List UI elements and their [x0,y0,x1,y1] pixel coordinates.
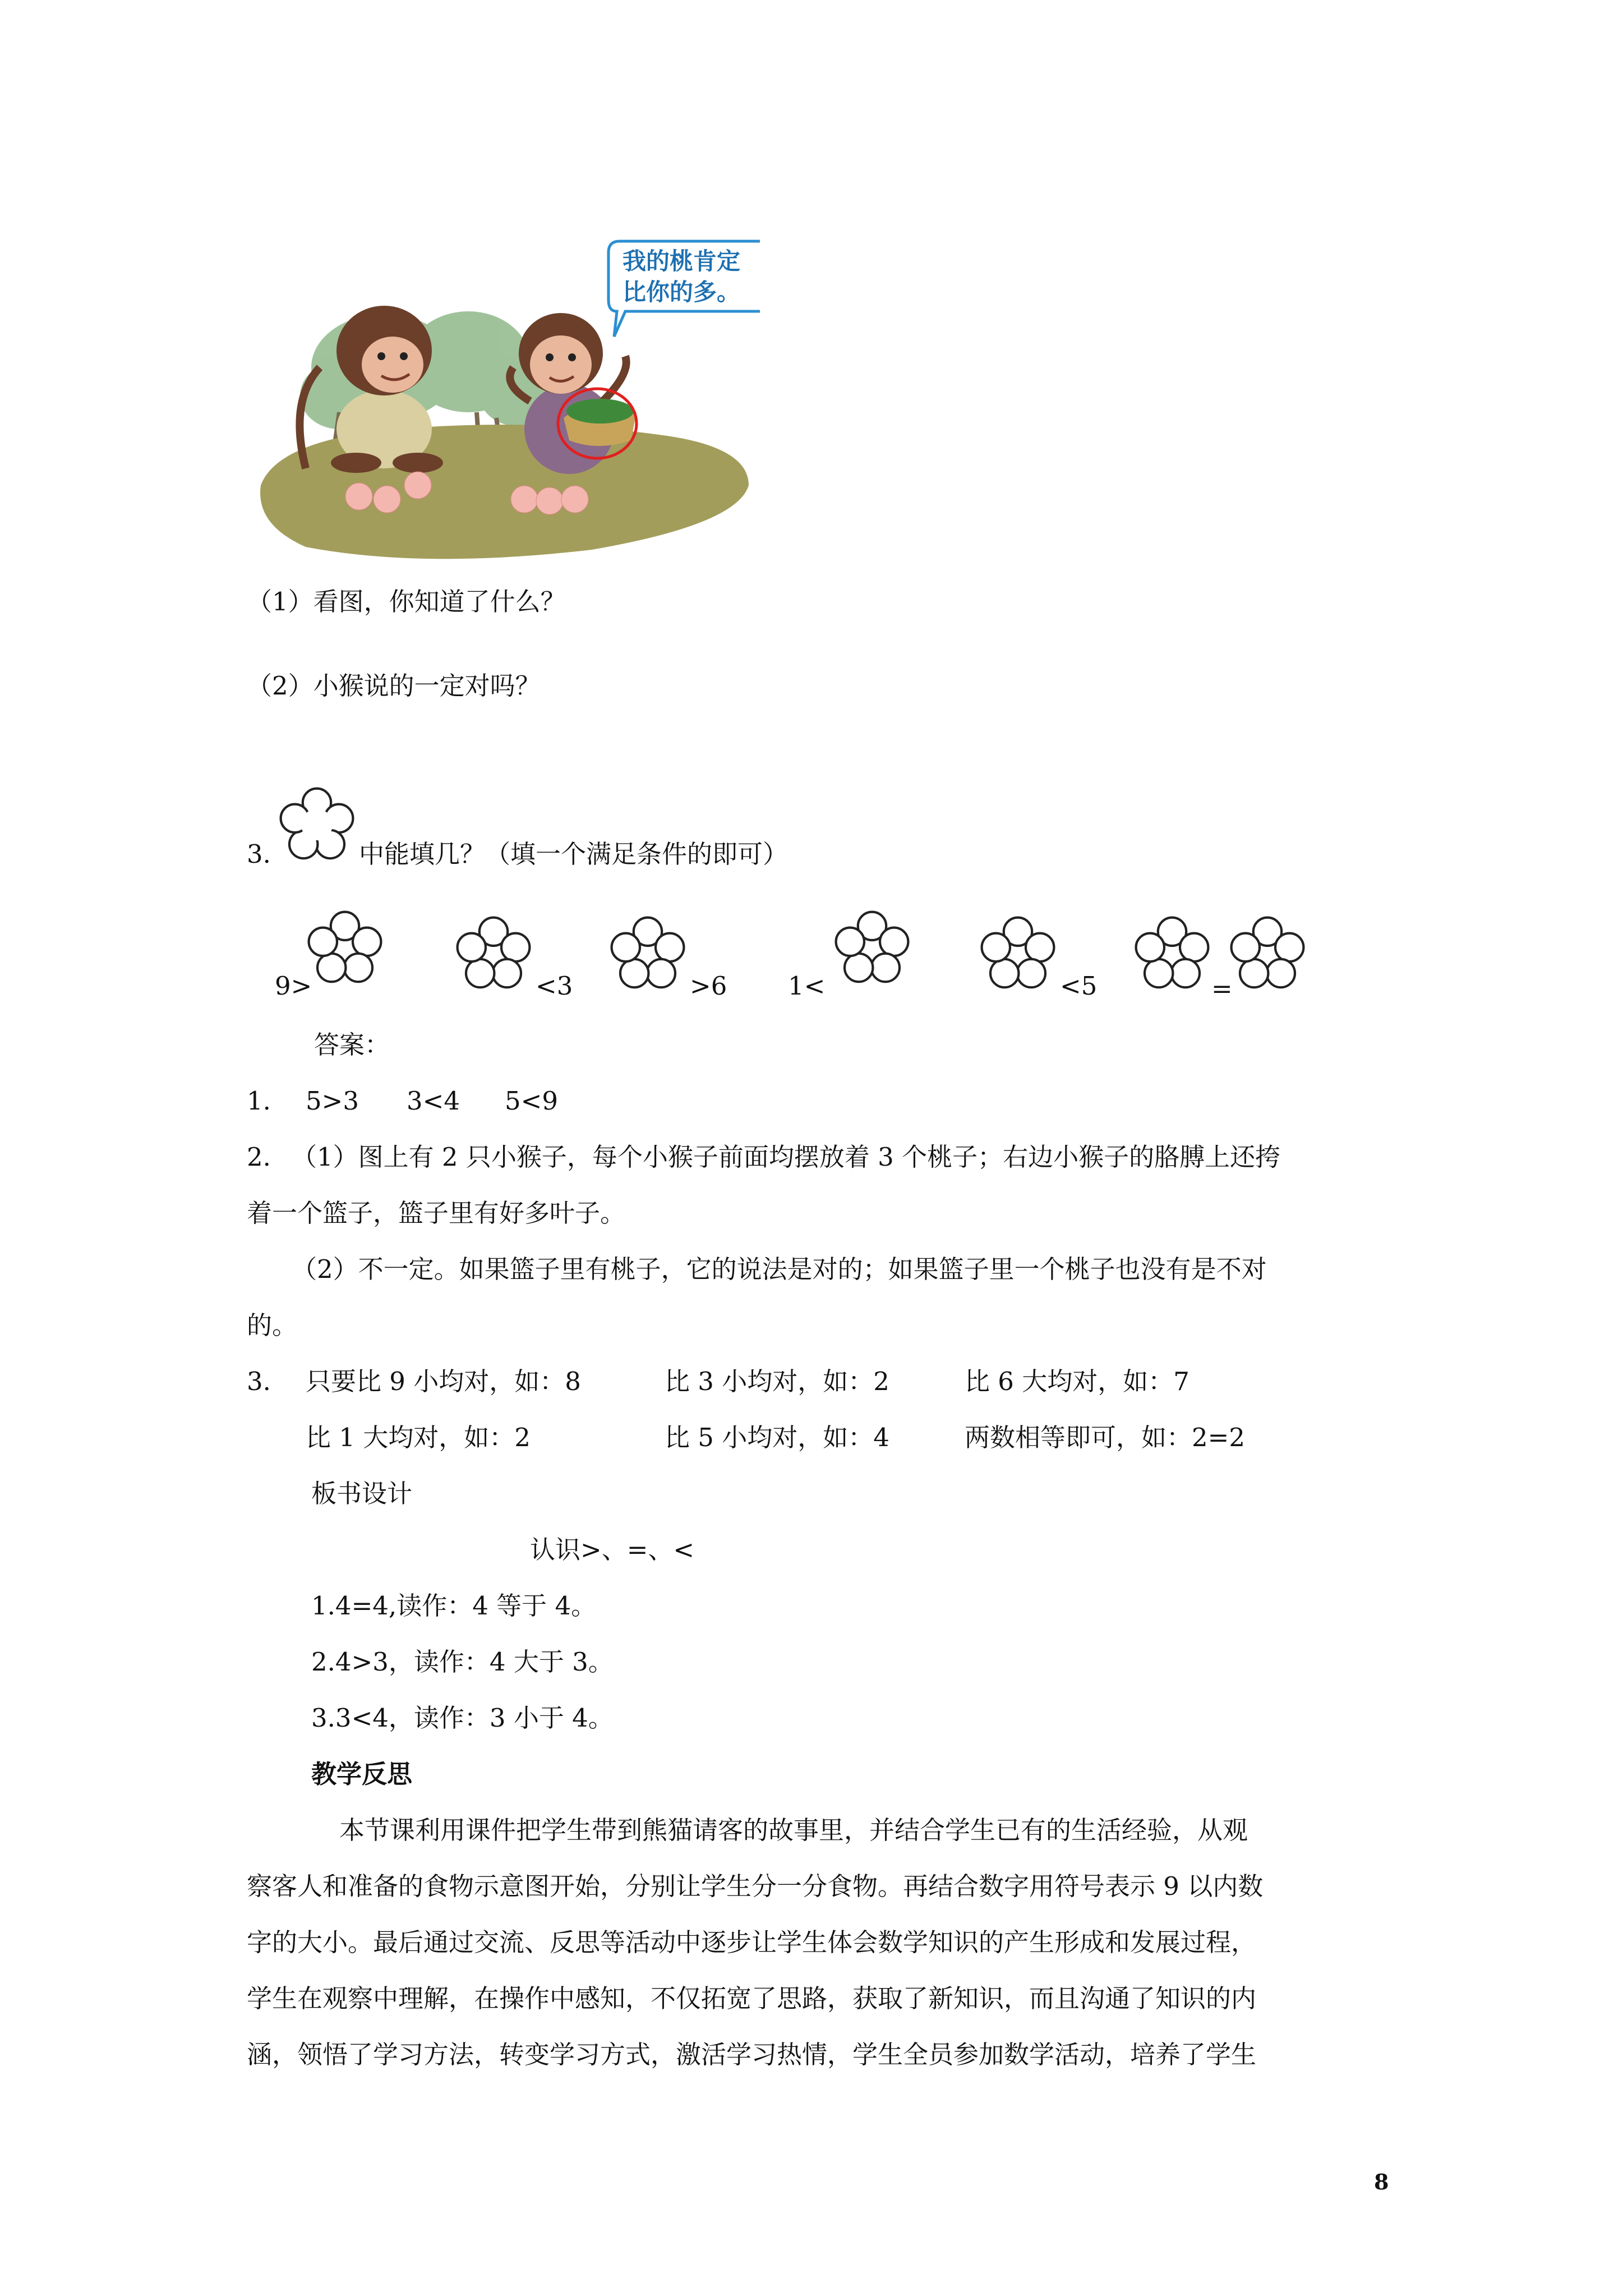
answer-2-line-4: 的。 [247,1310,298,1340]
answer-1-value: 3<4 [407,1086,460,1116]
q3-item-2: <3 [536,971,573,1001]
board-line: 3.3<4，读作：3 小于 4。 [311,1703,614,1733]
q3-prompt: 中能填几？（填一个满足条件的即可） [359,839,789,869]
flower-blank-icon [1130,914,1214,993]
reflection-heading: 教学反思 [311,1759,413,1789]
answer-3-item: 两数相等即可，如：2=2 [965,1423,1245,1452]
page-number: 8 [1374,2169,1389,2194]
reflection-line: 涵，领悟了学习方法，转变学习方式，激活学习热情，学生全员参加数学活动，培养了学生 [247,2040,1257,2069]
board-title: 认识>、=、< [530,1535,695,1565]
board-heading: 板书设计 [311,1479,413,1508]
flower-blank-icon [303,909,387,987]
reflection-line: 本节课利用课件把学生带到熊猫请客的故事里，并结合学生已有的生活经验，从观 [339,1815,1248,1845]
ground [260,425,749,559]
answer-3-number: 3. [247,1366,271,1396]
flower-blank-icon [976,914,1060,993]
answer-3-item: 比 6 大均对，如：7 [965,1366,1189,1396]
basket [564,399,637,446]
reflection-line: 学生在观察中理解，在操作中感知，不仅拓宽了思路，获取了新知识，而且沟通了知识的内 [247,1984,1257,2013]
answer-3-item: 只要比 9 小均对，如：8 [306,1366,581,1396]
q3-item-6: = [1211,974,1233,1004]
flower-blank-icon [1225,914,1310,993]
q3-item-1: 9> [275,971,312,1001]
speech-line-2: 比你的多。 [623,278,741,306]
answer-3-item: 比 1 大均对，如：2 [306,1423,531,1452]
reflection-line: 察客人和准备的食物示意图开始，分别让学生分一分食物。再结合数字用符号表示 9 以内数 [247,1871,1264,1901]
answer-2-line-2: 着一个篮子，篮子里有好多叶子。 [247,1198,626,1228]
q3-item-3: >6 [690,971,727,1001]
board-line: 2.4>3，读作：4 大于 3。 [311,1647,614,1677]
board-line: 1.4=4,读作：4 等于 4。 [311,1591,597,1621]
answer-3-item: 比 5 小均对，如：4 [665,1423,889,1452]
flower-blank-icon [606,914,690,993]
answer-1-number: 1. [247,1086,271,1116]
answer-2-line-1: （1）图上有 2 只小猴子，每个小猴子前面均摆放着 3 个桃子；右边小猴子的胳膊上还挎 [292,1142,1281,1172]
answer-1-value: 5<9 [505,1086,558,1116]
answer-1-value: 5>3 [306,1086,359,1116]
flower-blank-icon [451,914,536,993]
answer-2-line-3: （2）不一定。如果篮子里有桃子，它的说法是对的；如果篮子里一个桃子也没有是不对 [292,1254,1267,1284]
trees [300,311,558,429]
flower-blank-icon [830,909,914,987]
q3-item-5: <5 [1060,971,1098,1001]
q3-number: 3. [247,839,271,869]
q3-item-4: 1< [788,971,826,1001]
flower-blank-icon [275,785,359,864]
monkeys-illustration [255,233,760,569]
answer-2-number: 2. [247,1142,271,1172]
speech-line-1: 我的桃肯定 [623,247,741,275]
q2-sub1: （1）看图，你知道了什么？ [247,587,566,616]
answers-heading: 答案： [314,1030,390,1060]
answer-3-item: 比 3 小均对，如：2 [665,1366,889,1396]
reflection-line: 字的大小。最后通过交流、反思等活动中逐步让学生体会数学知识的产生形成和发展过程， [247,1927,1257,1957]
q2-sub2: （2）小猴说的一定对吗？ [247,671,541,701]
